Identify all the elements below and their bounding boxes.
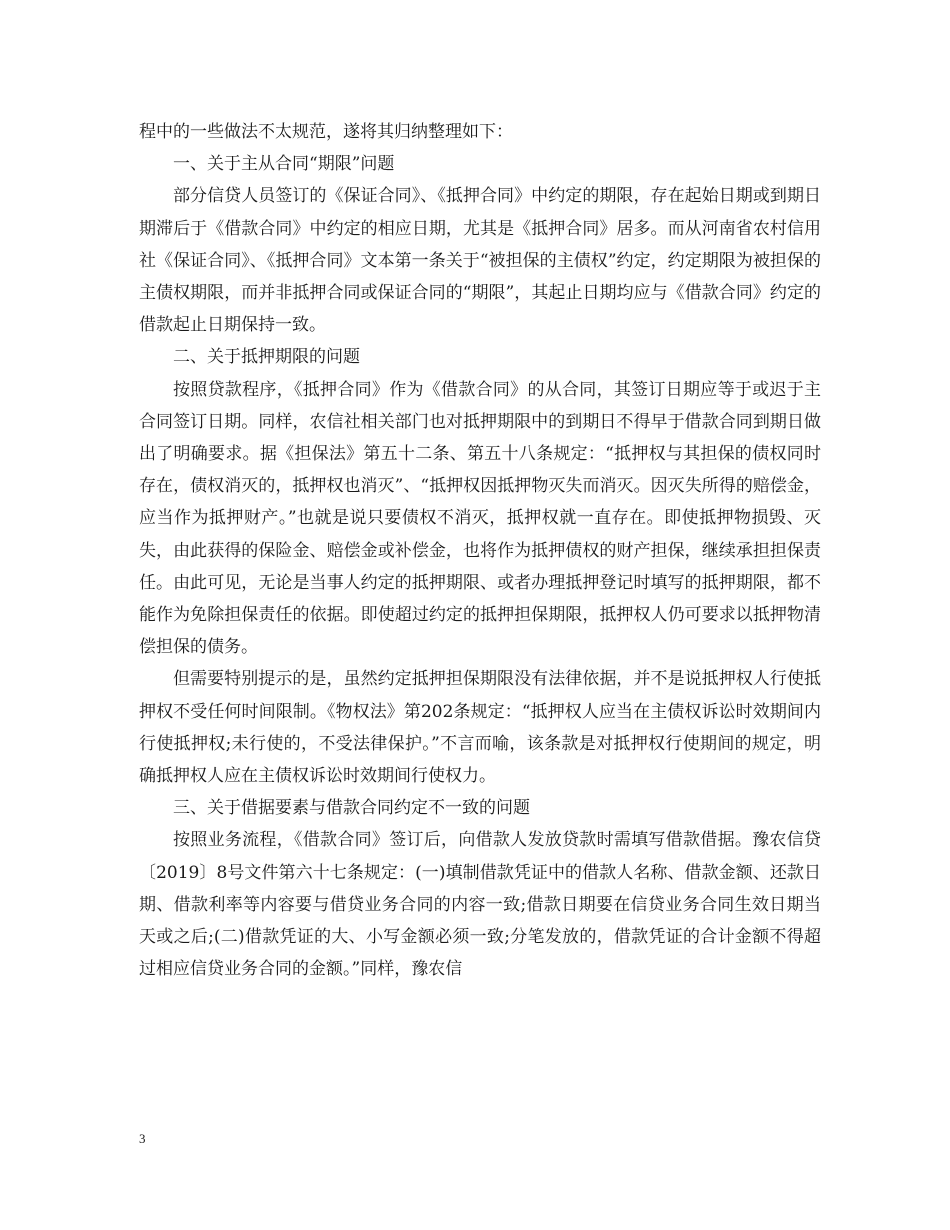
paragraph-section-1: 部分信贷人员签订的《保证合同》、《抵押合同》中约定的期限，存在起始日期或到期日期滞后于《借款合同》中约定的相应日期，尤其是《抵押合同》居多。而从河南省农村信用社《保证合同》、《抵押合同》文本第一条关于“被担保的主债权”约定，约定期限为被担保的主债权期限，而并非抵押合同或保证合同的“期限”，其起止日期均应与《借款合同》约定的借款起止日期保持一致。 (139, 186, 821, 336)
section-heading-3: 三、关于借据要素与借款合同约定不一致的问题 (173, 798, 530, 819)
page-number: 3 (139, 1131, 146, 1146)
section-heading-1: 一、关于主从合同“期限”问题 (173, 154, 395, 175)
section-heading-2: 二、关于抵押期限的问题 (173, 347, 360, 368)
paragraph-section-2-b: 但需要特别提示的是，虽然约定抵押担保期限没有法律依据，并不是说抵押权人行使抵押权不受任何时间限制。《物权法》第202条规定：“抵押权人应当在主债权诉讼时效期间内行使抵押权;未行使的，不受法律保护。”不言而喻，该条款是对抵押权行使期间的规定，明确抵押权人应在主债权诉讼时效期间行使权力。 (139, 669, 821, 787)
document-body (139, 116, 821, 985)
paragraph-section-3: 按照业务流程，《借款合同》签订后，向借款人发放贷款时需填写借款借据。豫农信贷〔2019〕8号文件第六十七条规定：(一)填制借款凭证中的借款人名称、借款金额、还款日期、借款利率等内容要与借贷业务合同的内容一致;借款日期要在信贷业务合同生效日期当天或之后;(二)借款凭证的大、小写金额必须一致;分笔发放的，借款凭证的合计金额不得超过相应信贷业务合同的金额。”同样，豫农信 (139, 830, 821, 980)
paragraph-section-2-a: 按照贷款程序，《抵押合同》作为《借款合同》的从合同，其签订日期应等于或迟于主合同签订日期。同样，农信社相关部门也对抵押期限中的到期日不得早于借款合同到期日做出了明确要求。据《担保法》第五十二条、第五十八条规定：“抵押权与其担保的债权同时存在，债权消灭的，抵押权也消灭”、“抵押权因抵押物灭失而消灭。因灭失所得的赔偿金，应当作为抵押财产。”也就是说只要债权不消灭，抵押权就一直存在。即使抵押物损毁、灭失，由此获得的保险金、赔偿金或补偿金，也将作为抵押债权的财产担保，继续承担担保责任。由此可见，无论是当事人约定的抵押期限、或者办理抵押登记时填写的抵押期限，都不能作为免除担保责任的依据。即使超过约定的抵押担保期限，抵押权人仍可要求以抵押物清偿担保的债务。 (139, 379, 821, 658)
paragraph-intro-continuation: 程中的一些做法不太规范，遂将其归纳整理如下： (139, 122, 513, 142)
